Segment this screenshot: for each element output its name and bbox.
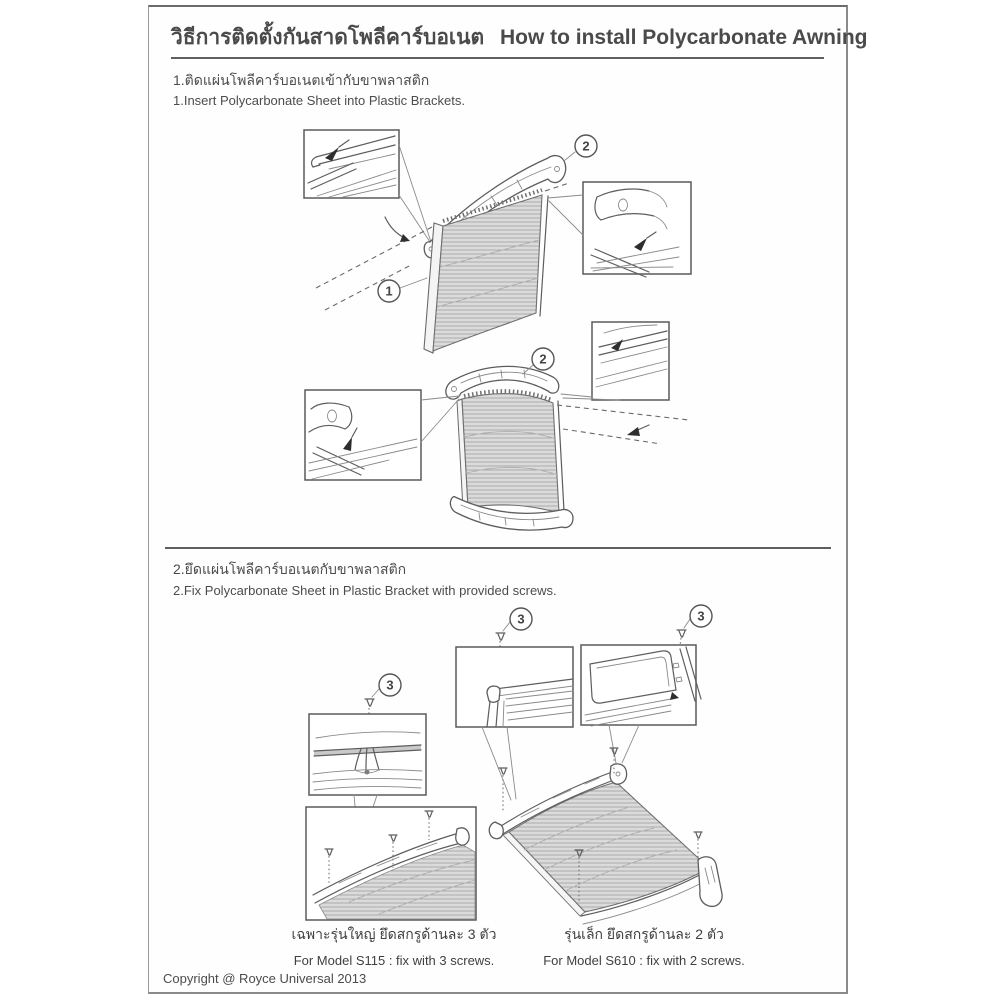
copyright-line: Copyright @ Royce Universal 2013 <box>163 971 367 986</box>
caption-model-small-english: For Model S610 : fix with 2 screws. <box>543 953 745 968</box>
caption-model-large-thai: เฉพาะรุ่นใหญ่ ยึดสกรูด้านละ 3 ตัว <box>291 926 497 942</box>
guide-dashed-line <box>563 429 661 444</box>
callout-box-joint-detail <box>309 714 426 795</box>
part-number-2: 2 <box>582 138 590 154</box>
awning-model-small <box>489 748 722 924</box>
awning-box-model-large <box>306 807 476 920</box>
caption-model-large-english: For Model S115 : fix with 3 screws. <box>293 953 495 968</box>
part-label-bracket-top <box>564 135 597 161</box>
part-number-3: 3 <box>517 611 525 627</box>
screw-label-right-1 <box>503 608 532 631</box>
callout-leader <box>622 725 639 763</box>
callout-box-bracket-channel <box>304 130 399 198</box>
step2-illustration <box>149 602 846 932</box>
part-label-bracket-bottom <box>523 348 554 374</box>
caption-model-small <box>484 924 804 968</box>
part-number-1: 1 <box>385 283 393 299</box>
guide-dashed-line <box>557 405 689 420</box>
callout-box-bracket-end-right <box>592 322 669 400</box>
tilt-arrow-icon <box>385 217 410 242</box>
page-title-thai: วิธีการติดตั้งกันสาดโพลีคาร์บอเนต <box>171 26 485 49</box>
sheet-with-bottom-bracket <box>450 391 573 530</box>
callout-leader <box>421 399 459 442</box>
callout-box-corner-right <box>581 645 701 726</box>
callout-box-corner-left <box>456 647 573 727</box>
callout-leader <box>548 195 583 198</box>
page-title-english: How to install Polycarbonate Awning <box>499 26 868 49</box>
callout-box-bracket-end <box>583 182 691 277</box>
page-title <box>171 21 868 54</box>
callout-leader <box>507 727 516 799</box>
part-number-2: 2 <box>539 351 547 367</box>
callout-leader <box>549 201 583 235</box>
caption-model-small-thai: รุ่นเล็ก ยึดสกรูด้านละ 2 ตัว <box>564 926 724 942</box>
part-label-sheet <box>378 278 427 302</box>
step1-heading-thai: 1.ติดแผ่นโพลีคาร์บอเนตเข้ากับขาพลาสติก <box>173 72 430 88</box>
callout-leader <box>561 394 592 397</box>
callout-leader <box>482 727 511 800</box>
callout-leader <box>609 725 616 763</box>
polycarbonate-sheet-part <box>424 190 548 353</box>
title-underline <box>171 57 824 59</box>
instruction-page <box>148 5 868 994</box>
part-number-3: 3 <box>386 677 394 693</box>
screw-label-right-2 <box>684 605 712 628</box>
screw-icon <box>499 768 507 812</box>
callout-box-bracket-end-left <box>305 390 421 480</box>
step1-heading-english: 1.Insert Polycarbonate Sheet into Plastic Brackets. <box>173 93 465 108</box>
guide-dashed-line <box>316 227 432 288</box>
section-divider <box>165 547 831 549</box>
step1-illustration <box>149 117 846 547</box>
part-number-3: 3 <box>697 608 705 624</box>
guide-dashed-line <box>545 183 569 191</box>
screw-label-left <box>372 674 401 697</box>
step2-heading-thai: 2.ยึดแผ่นโพลีคาร์บอเนตกับขาพลาสติก <box>173 561 407 577</box>
step2-heading-english: 2.Fix Polycarbonate Sheet in Plastic Bracket with provided screws. <box>173 583 557 598</box>
tilt-arrow-icon <box>627 425 649 436</box>
callout-leader <box>399 145 432 245</box>
